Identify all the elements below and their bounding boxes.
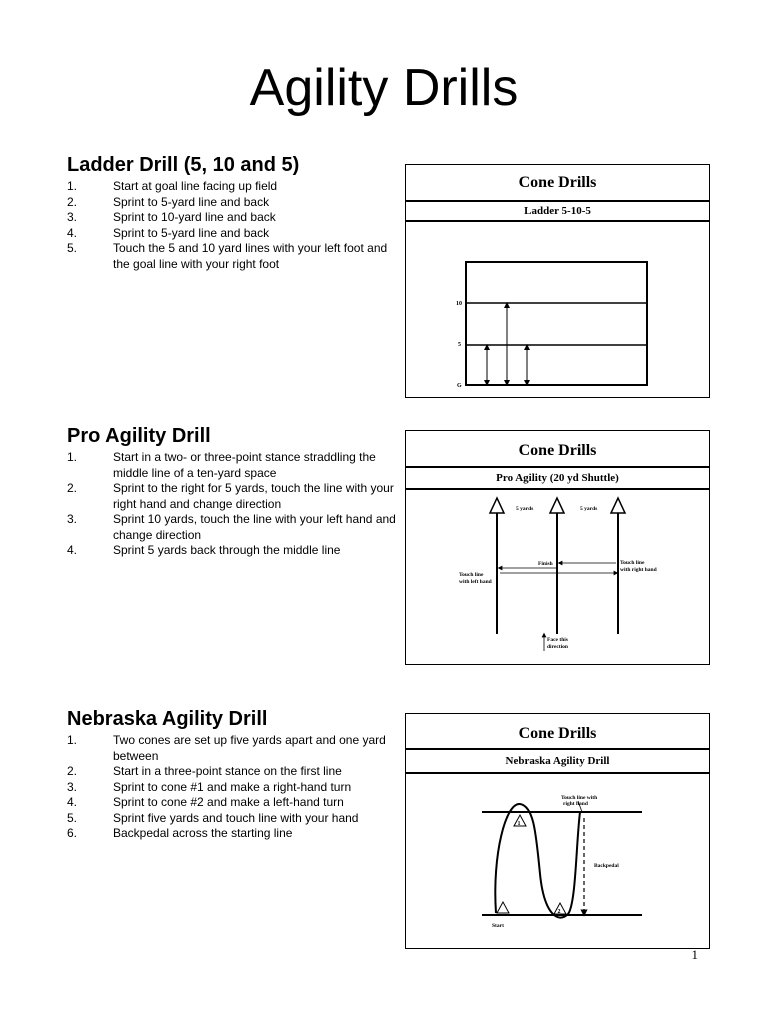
start-cone xyxy=(497,902,509,913)
list-item xyxy=(67,512,397,543)
pro-agility-svg xyxy=(406,431,709,664)
list-item xyxy=(67,826,397,842)
step-number: 2. xyxy=(67,194,78,209)
step-number: 5. xyxy=(67,810,78,825)
step-text: Touch the 5 and 10 yard lines with your left foot and the goal line with your right foot xyxy=(113,241,388,271)
list-item xyxy=(67,210,397,226)
step-number: 2. xyxy=(67,764,78,778)
list-item xyxy=(67,226,397,242)
pro-agility-section xyxy=(67,424,397,559)
label-ten: 10 xyxy=(456,301,462,307)
pro-agility-diagram xyxy=(405,430,710,665)
step-text: Sprint 10 yards, touch the line with your left hand and change direction xyxy=(113,512,396,542)
label-touch-right-1: Touch line xyxy=(620,560,645,566)
diagram-subtitle: Ladder 5-10-5 xyxy=(406,200,709,222)
step-text: Start in a three-point stance on the first line xyxy=(113,764,342,778)
page-number: 1 xyxy=(691,947,698,962)
label-touch-left-2: with left hand xyxy=(459,579,492,585)
label-five-yards-left: 5 yards xyxy=(516,506,534,512)
label-touch-right-2: with right hand xyxy=(620,567,657,573)
step-text: Sprint to 5-yard line and back xyxy=(113,225,270,240)
list-item xyxy=(67,481,397,512)
ladder-drill-section xyxy=(67,153,397,272)
step-number: 3. xyxy=(67,512,78,526)
step-text: Sprint to cone #2 and make a left-hand turn xyxy=(113,795,344,809)
step-list xyxy=(67,179,397,272)
step-number: 4. xyxy=(67,795,78,809)
list-item xyxy=(67,780,397,796)
label-five-yards-right: 5 yards xyxy=(580,506,598,512)
diagram-subtitle: Nebraska Agility Drill xyxy=(406,748,709,774)
step-number: 4. xyxy=(67,543,78,557)
step-text: Sprint to 5-yard line and back xyxy=(113,194,270,209)
diagram-title: Cone Drills xyxy=(518,442,597,459)
label-touch-1: Touch line with xyxy=(561,795,598,801)
list-item xyxy=(67,543,397,559)
step-text: Sprint to the right for 5 yards, touch the line with your right hand and change direction xyxy=(113,481,394,511)
step-number: 1. xyxy=(67,179,78,193)
step-text: Start in a two- or three-point stance straddling the middle line of a ten-yard space xyxy=(113,450,376,480)
cone-two-label: 2 xyxy=(557,909,561,915)
list-item xyxy=(67,764,397,780)
list-item xyxy=(67,450,397,481)
label-face-1: Face this xyxy=(547,637,568,643)
step-number: 3. xyxy=(67,779,78,794)
running-path xyxy=(495,804,580,918)
middle-arrowhead xyxy=(550,498,564,513)
label-start: Start xyxy=(492,923,504,929)
section-heading: Pro Agility Drill xyxy=(67,425,211,447)
step-number: 6. xyxy=(67,826,78,840)
left-arrowhead xyxy=(490,498,504,513)
diagram-subtitle: Pro Agility (20 yd Shuttle) xyxy=(406,466,709,490)
nebraska-diagram xyxy=(405,713,710,949)
step-number: 3. xyxy=(67,210,78,224)
label-finish: Finish xyxy=(538,561,553,567)
step-text: Sprint five yards and touch line with your hand xyxy=(113,810,359,825)
section-heading: Ladder Drill (5, 10 and 5) xyxy=(67,154,300,176)
step-text: Backpedal across the starting line xyxy=(113,826,293,840)
step-number: 2. xyxy=(67,481,78,495)
diagram-title: Cone Drills xyxy=(518,174,597,191)
ladder-svg xyxy=(406,165,709,397)
step-text: Sprint to cone #1 and make a right-hand turn xyxy=(113,779,352,794)
step-number: 4. xyxy=(67,225,78,240)
step-text: Sprint to 10-yard line and back xyxy=(113,210,276,224)
nebraska-agility-section xyxy=(67,707,397,842)
right-arrowhead xyxy=(611,498,625,513)
label-five: 5 xyxy=(458,342,461,348)
nebraska-svg xyxy=(406,714,709,948)
list-item xyxy=(67,795,397,811)
step-list xyxy=(67,733,397,842)
step-text: Start at goal line facing up field xyxy=(113,179,278,193)
step-list xyxy=(67,450,397,559)
ladder-diagram xyxy=(405,164,710,398)
cone-one-label: 1 xyxy=(517,821,521,827)
page-title: Agility Drills xyxy=(249,59,519,117)
step-number: 1. xyxy=(67,733,78,747)
step-text: Two cones are set up five yards apart and one yard between xyxy=(113,733,386,763)
section-heading: Nebraska Agility Drill xyxy=(67,708,268,730)
list-item xyxy=(67,195,397,211)
diagram-title: Cone Drills xyxy=(518,725,597,742)
label-touch-2: right hand xyxy=(563,801,588,807)
step-number: 5. xyxy=(67,241,78,255)
list-item xyxy=(67,241,397,272)
list-item xyxy=(67,179,397,195)
label-touch-left-1: Touch line xyxy=(459,572,484,578)
step-text: Sprint 5 yards back through the middle line xyxy=(113,543,341,557)
field-outline xyxy=(466,262,647,385)
label-goal: G xyxy=(457,383,462,389)
step-number: 1. xyxy=(67,450,78,464)
label-backpedal: Backpedal xyxy=(594,863,619,869)
list-item xyxy=(67,811,397,827)
list-item xyxy=(67,733,397,764)
label-face-2: direction xyxy=(547,644,568,650)
